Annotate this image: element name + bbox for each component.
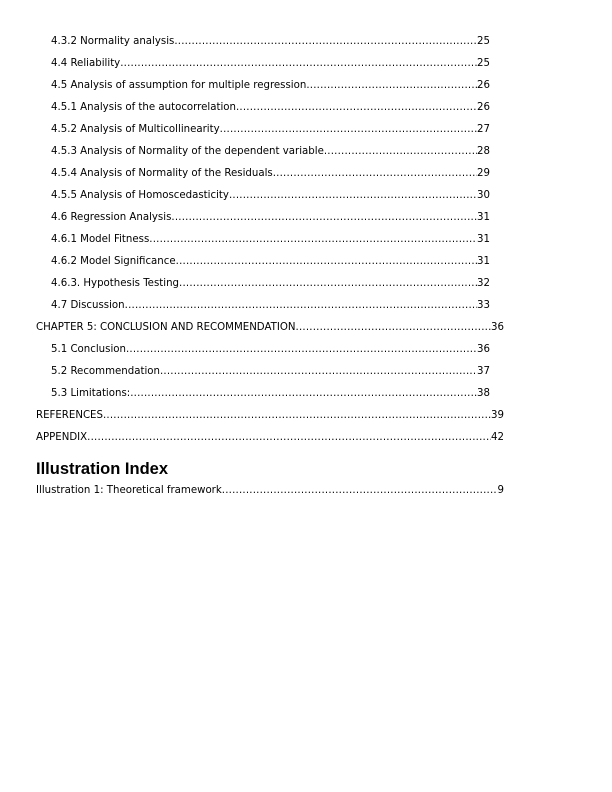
illustration-entry-page: 9 [497, 485, 504, 496]
illustration-index-list [36, 480, 504, 502]
toc-leader-dots [179, 273, 477, 295]
toc-entry[interactable] [36, 141, 490, 163]
toc-entry-page: 27 [477, 124, 490, 135]
toc-entry-page: 25 [477, 36, 490, 47]
toc-leader-dots [176, 251, 477, 273]
toc-leader-dots [220, 119, 477, 141]
toc-entry-page: 26 [477, 102, 490, 113]
toc-entry-page: 39 [491, 410, 504, 421]
toc-leader-dots [306, 75, 477, 97]
toc-entry[interactable] [36, 361, 490, 383]
toc-entry-title: 4.6 Regression Analysis [51, 212, 172, 223]
toc-leader-dots [236, 97, 477, 119]
toc-leader-dots [149, 229, 477, 251]
toc-entry-page: 30 [477, 190, 490, 201]
toc-entry-page: 25 [477, 58, 490, 69]
toc-leader-dots [171, 207, 477, 229]
toc-entry-page: 37 [477, 366, 490, 377]
toc-entry-page: 36 [477, 344, 490, 355]
toc-entry[interactable] [36, 229, 490, 251]
toc-entry[interactable] [36, 163, 490, 185]
toc-leader-dots [160, 361, 477, 383]
toc-entry-title: 4.6.3. Hypothesis Testing [51, 278, 180, 289]
toc-entry[interactable] [36, 273, 490, 295]
toc-entry[interactable] [36, 185, 490, 207]
toc-entry-title: 4.5 Analysis of assumption for multiple regression [51, 80, 307, 91]
toc-entry-page: 29 [477, 168, 490, 179]
toc-entry-page: 31 [477, 212, 490, 223]
toc-entry[interactable] [36, 317, 504, 339]
toc-leader-dots [229, 185, 477, 207]
toc-leader-dots [174, 31, 477, 53]
toc-entry-title: 4.5.1 Analysis of the autocorrelation [51, 102, 236, 113]
toc-entry-page: 31 [477, 256, 490, 267]
toc-entry-page: 26 [477, 80, 490, 91]
toc-entry-title: 4.5.4 Analysis of Normality of the Residuals [51, 168, 273, 179]
toc-entry-title: 5.2 Recommendation [51, 366, 160, 377]
toc-entry-title: CHAPTER 5: CONCLUSION AND RECOMMENDATION [36, 322, 296, 333]
toc-entry[interactable] [36, 75, 490, 97]
toc-entry-title: 4.7 Discussion [51, 300, 125, 311]
toc-entry-title: 5.3 Limitations: [51, 388, 131, 399]
toc-entry-title: APPENDIX [36, 432, 88, 443]
toc-entry[interactable] [36, 427, 504, 449]
toc-entry-title: 5.1 Conclusion [51, 344, 126, 355]
toc-leader-dots [296, 317, 492, 339]
toc-leader-dots [87, 427, 491, 449]
illustration-index-heading: Illustration Index [36, 460, 169, 478]
toc-entry-page: 36 [491, 322, 504, 333]
toc-leader-dots [222, 480, 498, 502]
toc-entry-title: 4.3.2 Normality analysis [51, 36, 175, 47]
toc-leader-dots [130, 383, 477, 405]
toc-entry-title: 4.5.2 Analysis of Multicollinearity [51, 124, 220, 135]
toc-leader-dots [126, 339, 477, 361]
toc-entry[interactable] [36, 53, 490, 75]
toc-entry[interactable] [36, 405, 504, 427]
toc-entry-title: 4.6.1 Model Fitness [51, 234, 150, 245]
toc-entry-page: 28 [477, 146, 490, 157]
toc-leader-dots [125, 295, 477, 317]
toc-entry-page: 33 [477, 300, 490, 311]
toc-entry-title: 4.4 Reliability [51, 58, 121, 69]
illustration-entry-title: Illustration 1: Theoretical framework [36, 485, 222, 496]
toc-entry-page: 42 [491, 432, 504, 443]
toc-entry[interactable] [36, 295, 490, 317]
toc-entry-title: 4.5.5 Analysis of Homoscedasticity [51, 190, 229, 201]
toc-entry-page: 31 [477, 234, 490, 245]
toc-entry-page: 32 [477, 278, 490, 289]
toc-leader-dots [120, 53, 477, 75]
toc-entry-title: REFERENCES [36, 410, 103, 421]
toc-leader-dots [324, 141, 477, 163]
toc-leader-dots [103, 405, 491, 427]
toc-entry[interactable] [36, 251, 490, 273]
toc-entry[interactable] [36, 207, 490, 229]
toc-entry[interactable] [36, 339, 490, 361]
toc-entry[interactable] [36, 383, 490, 405]
toc-entry[interactable] [36, 31, 490, 53]
toc-entry-title: 4.6.2 Model Significance [51, 256, 176, 267]
toc-entry-page: 38 [477, 388, 490, 399]
toc-entry[interactable] [36, 119, 490, 141]
toc-leader-dots [273, 163, 477, 185]
illustration-entry[interactable] [36, 480, 504, 502]
toc-entry[interactable] [36, 97, 490, 119]
table-of-contents [36, 31, 506, 449]
toc-entry-title: 4.5.3 Analysis of Normality of the dependent variable [51, 146, 324, 157]
